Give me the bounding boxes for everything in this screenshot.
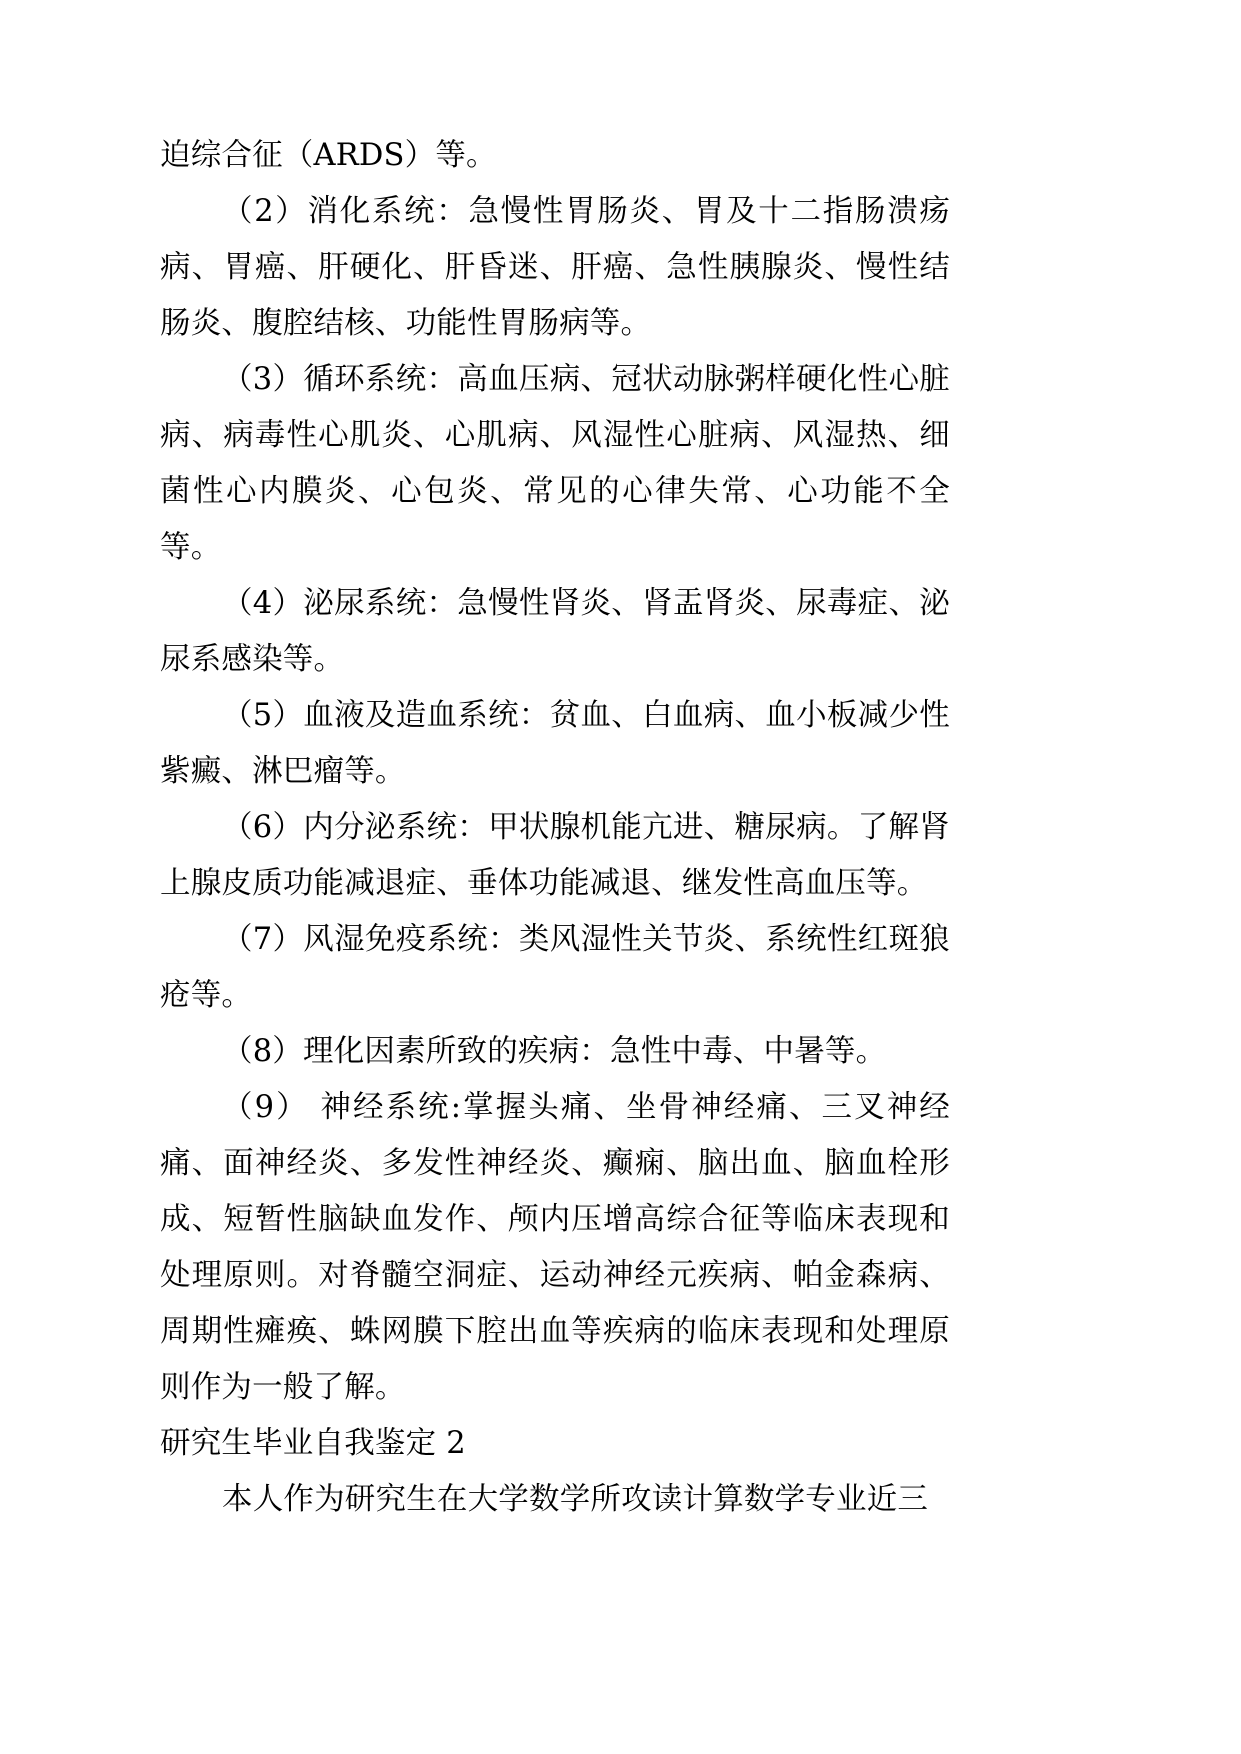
paragraph-8-physicochemical-diseases: （8）理化因素所致的疾病：急性中毒、中暑等。 <box>222 1034 887 1069</box>
paragraph-ards-continuation: 迫综合征（ARDS）等。 <box>160 138 497 173</box>
paragraph-3-circulatory-system: （3）循环系统：高血压病、冠状动脉粥样硬化性心脏病、病毒性心肌炎、心肌病、风湿性心脏病、风湿热、细菌性心内膜炎、心包炎、常见的心律失常、心功能不全等。 <box>160 362 950 565</box>
paragraph-9-neurological-system: （9） 神经系统:掌握头痛、坐骨神经痛、三叉神经痛、面神经炎、多发性神经炎、癫痫、脑出血、脑血栓形成、短暂性脑缺血发作、颅内压增高综合征等临床表现和处理原则。对脊髓空洞症、运动神经元疾病、帕金森病、周期性瘫痪、蛛网膜下腔出血等疾病的临床表现和处理原则作为一般了解。 <box>160 1090 950 1405</box>
paragraph-5-blood-system: （5）血液及造血系统：贫血、白血病、血小板减少性紫癜、淋巴瘤等。 <box>160 698 950 789</box>
paragraph-7-rheumatic-immune-system: （7）风湿免疫系统：类风湿性关节炎、系统性红斑狼疮等。 <box>160 922 950 1013</box>
document-text-body <box>160 128 950 1528</box>
paragraph-6-endocrine-system: （6）内分泌系统：甲状腺机能亢进、糖尿病。了解肾上腺皮质功能减退症、垂体功能减退、继发性高血压等。 <box>160 810 950 901</box>
paragraph-4-urinary-system: （4）泌尿系统：急慢性肾炎、肾盂肾炎、尿毒症、泌尿系感染等。 <box>160 586 950 677</box>
paragraph-self-appraisal-body: 本人作为研究生在大学数学所攻读计算数学专业近三 <box>222 1482 929 1517</box>
paragraph-2-digestive-system: （2）消化系统：急慢性胃肠炎、胃及十二指肠溃疡病、胃癌、肝硬化、肝昏迷、肝癌、急性胰腺炎、慢性结肠炎、腹腔结核、功能性胃肠病等。 <box>160 194 950 341</box>
heading-graduate-self-appraisal-2: 研究生毕业自我鉴定 2 <box>160 1426 466 1461</box>
